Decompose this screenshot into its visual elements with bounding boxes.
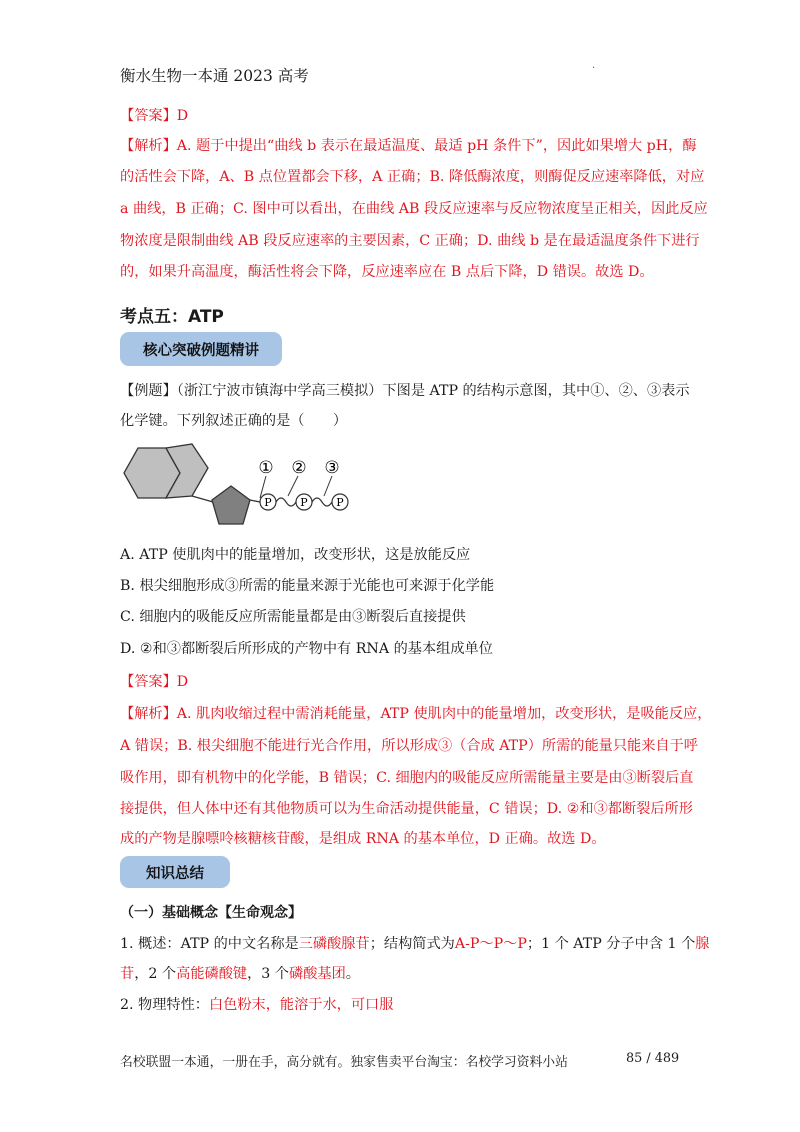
section-tag-example: 核心突破例题精讲 bbox=[120, 332, 282, 366]
ribose-pentagon bbox=[212, 486, 250, 524]
highlight-term: 磷酸基团 bbox=[289, 966, 346, 982]
text-segment: ；结构简式为 bbox=[369, 936, 455, 952]
summary-item-1 bbox=[120, 934, 710, 954]
text-segment: 2. 物理特性： bbox=[120, 997, 209, 1013]
leader-line bbox=[288, 476, 298, 496]
summary-subhead: （一）基础概念【生命观念】 bbox=[120, 905, 302, 921]
example-analysis-line: A 错误；B. 根尖细胞不能进行光合作用，所以形成③（合成 ATP）所需的能量只能来自于呼 bbox=[120, 738, 698, 754]
bond-label-3: ③ bbox=[324, 458, 340, 478]
text-segment: 1. 概述：ATP 的中文名称是 bbox=[120, 936, 299, 952]
section-tag-summary: 知识总结 bbox=[120, 856, 230, 888]
page-header: 衡水生物一本通 2023 高考 bbox=[120, 67, 309, 85]
highlight-term: 三磷酸腺苷 bbox=[298, 936, 370, 952]
option-b: B. 根尖细胞形成③所需的能量来源于光能也可来源于化学能 bbox=[120, 578, 495, 594]
example-analysis-line: 吸作用，即有机物中的化学能，B 错误；C. 细胞内的吸能反应所需能量主要是由③断裂后直 bbox=[120, 770, 694, 786]
footer-text: 名校联盟一本通，一册在手，高分就有。独家售卖平台淘宝：名校学习资料小站 bbox=[120, 1055, 568, 1070]
phosphate-label: P bbox=[300, 496, 308, 509]
high-energy-bond bbox=[276, 498, 296, 506]
prev-analysis-line: 的，如果升高温度，酶活性将会下降，反应速率应在 B 点后下降，D 错误。故选 D。 bbox=[120, 264, 654, 280]
bond-label-2: ② bbox=[291, 458, 307, 478]
bond-line bbox=[250, 500, 260, 502]
prev-analysis-line: a 曲线，B 正确；C. 图中可以看出，在曲线 AB 段反应速率与反应物浓度呈正相关，因此反应 bbox=[120, 201, 708, 217]
summary-item-2 bbox=[120, 995, 393, 1015]
example-stem-line: 化学键。下列叙述正确的是（ ） bbox=[120, 413, 348, 429]
option-d: D. ②和③都断裂后所形成的产物中有 RNA 的基本组成单位 bbox=[120, 641, 493, 657]
example-analysis-line: 【解析】A. 肌肉收缩过程中需消耗能量，ATP 使肌肉中的能量增加，改变形状，是吸能反应， bbox=[120, 706, 712, 722]
example-analysis-line: 接提供，但人体中还有其他物质可以为生命活动提供能量，C 错误；D. ②和③都断裂后所形 bbox=[120, 801, 693, 817]
prev-analysis-line: 物浓度是限制曲线 AB 段反应速率的主要因素，C 正确；D. 曲线 b 是在最适温度条件下进行 bbox=[120, 233, 700, 249]
prev-answer: 【答案】D bbox=[120, 108, 189, 124]
prev-analysis-line: 【解析】A. 题于中提出“曲线 b 表示在最适温度、最适 pH 条件下”，因此如果增大 pH，酶 bbox=[120, 138, 697, 154]
example-answer: 【答案】D bbox=[120, 674, 189, 690]
high-energy-bond bbox=[312, 498, 332, 506]
highlight-term: A-P～P～P bbox=[454, 936, 527, 952]
highlight-term: 腺 bbox=[695, 936, 710, 952]
highlight-term: 白色粉末，能溶于水，可口服 bbox=[208, 997, 394, 1013]
header-dot: . bbox=[592, 60, 596, 71]
example-analysis-line: 成的产物是腺嘌呤核糖核苷酸，是组成 RNA 的基本单位，D 正确。故选 D。 bbox=[120, 831, 606, 847]
text-segment: ，2 个 bbox=[134, 966, 177, 982]
highlight-term: 高能磷酸键 bbox=[176, 966, 248, 982]
bond-label-1: ① bbox=[258, 458, 274, 478]
leader-line bbox=[324, 476, 332, 496]
phosphate-label: P bbox=[336, 496, 344, 509]
text-segment: ；1 个 ATP 分子中含 1 个 bbox=[526, 936, 696, 952]
option-a: A. ATP 使肌肉中的能量增加，改变形状，这是放能反应 bbox=[120, 547, 471, 563]
text-segment: ，3 个 bbox=[247, 966, 289, 982]
section-title: 考点五：ATP bbox=[120, 307, 224, 327]
atp-structure-diagram bbox=[120, 440, 360, 535]
phosphate-label: P bbox=[264, 496, 272, 509]
page-number: 85 / 489 bbox=[626, 1051, 680, 1066]
example-stem-line: 【例题】（浙江宁波市镇海中学高三模拟）下图是 ATP 的结构示意图，其中①、②、③表示 bbox=[120, 383, 690, 399]
highlight-term: 苷 bbox=[120, 966, 135, 982]
option-c: C. 细胞内的吸能反应所需能量都是由③断裂后直接提供 bbox=[120, 609, 466, 625]
prev-analysis-line: 的活性会下降，A、B 点位置都会下移，A 正确；B. 降低酶浓度，则酶促反应速率降低，对应 bbox=[120, 169, 705, 185]
summary-item-1-cont bbox=[120, 964, 360, 984]
text-segment: 。 bbox=[345, 966, 360, 982]
